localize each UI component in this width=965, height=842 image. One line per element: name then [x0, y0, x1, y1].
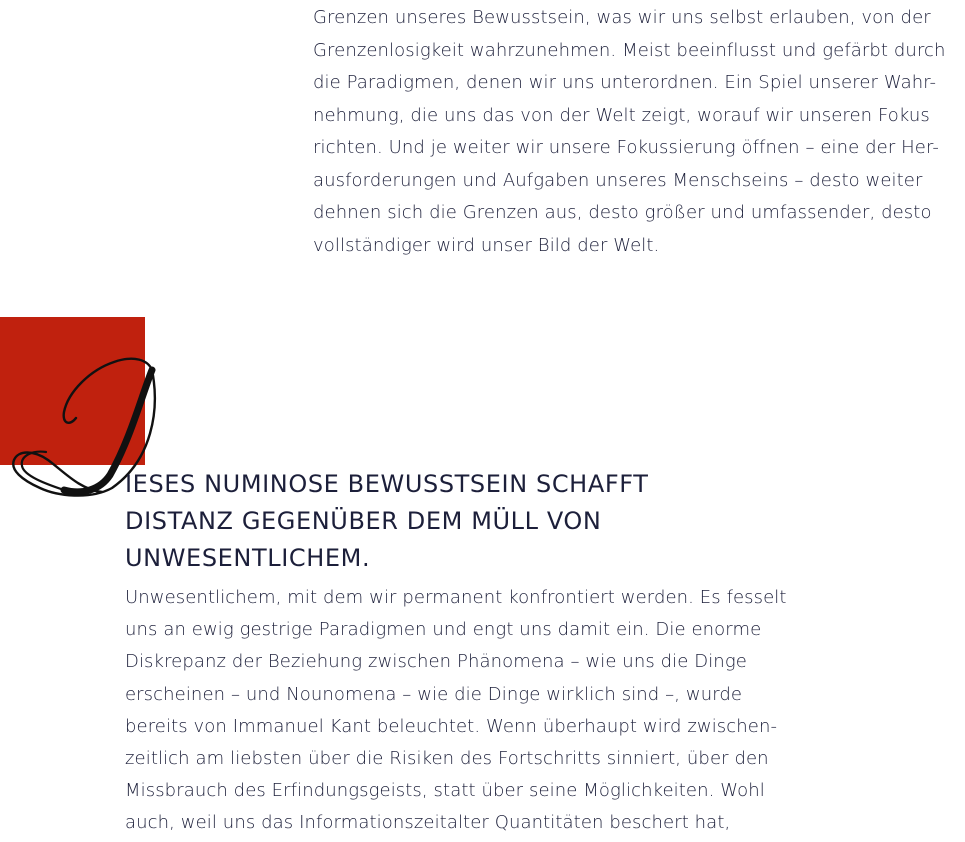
body-line: zeitlich am liebsten über die Risiken des Fortschritts sinniert, über den — [125, 748, 769, 770]
body-line: auch, weil uns das Informationszeitalter Quantitäten beschert hat, — [125, 812, 731, 834]
intro-line: vollständiger wird unser Bild der Welt. — [313, 234, 660, 256]
body-line: erscheinen – und Nounomena – wie die Dinge wirklich sind –, wurde — [125, 683, 743, 705]
section-paragraph — [125, 582, 825, 840]
body-line: Unwesentlichem, mit dem wir permanent konfrontiert werden. Es fesselt — [125, 587, 787, 608]
section-heading — [125, 466, 649, 577]
heading-line: IESES NUMINOSE BEWUSSTSEIN SCHAFFT — [125, 470, 649, 498]
body-line: bereits von Immanuel Kant beleuchtet. Wenn überhaupt wird zwischen- — [125, 715, 778, 737]
intro-line: Grenzenlosigkeit wahrzunehmen. Meist beeinflusst und gefärbt durch — [313, 39, 946, 61]
intro-line: richten. Und je weiter wir unsere Fokussierung öffnen – eine der Her- — [313, 137, 939, 158]
intro-line: nehmung, die uns das von der Welt zeigt, worauf wir unseren Fokus — [313, 104, 930, 126]
intro-line: die Paradigmen, denen wir uns unterordnen. Ein Spiel unserer Wahr- — [313, 72, 937, 93]
intro-line: dehnen sich die Grenzen aus, desto größer und umfassender, desto — [313, 202, 932, 223]
intro-paragraph — [313, 2, 953, 262]
heading-line: UNWESENTLICHEM. — [125, 544, 371, 572]
heading-line: DISTANZ GEGENÜBER DEM MÜLL VON — [125, 507, 602, 535]
intro-line: Grenzen unseres Bewusstsein, was wir uns selbst erlauben, von der — [313, 7, 931, 28]
body-line: Diskrepanz der Beziehung zwischen Phänomena – wie uns die Dinge — [125, 651, 747, 673]
intro-line: ausforderungen und Aufgaben unseres Menschseins – desto weiter — [313, 169, 923, 191]
body-line: uns an ewig gestrige Paradigmen und engt uns damit ein. Die enorme — [125, 619, 762, 641]
body-line: Missbrauch des Erfindungsgeists, statt über seine Möglichkeiten. Wohl — [125, 780, 765, 802]
